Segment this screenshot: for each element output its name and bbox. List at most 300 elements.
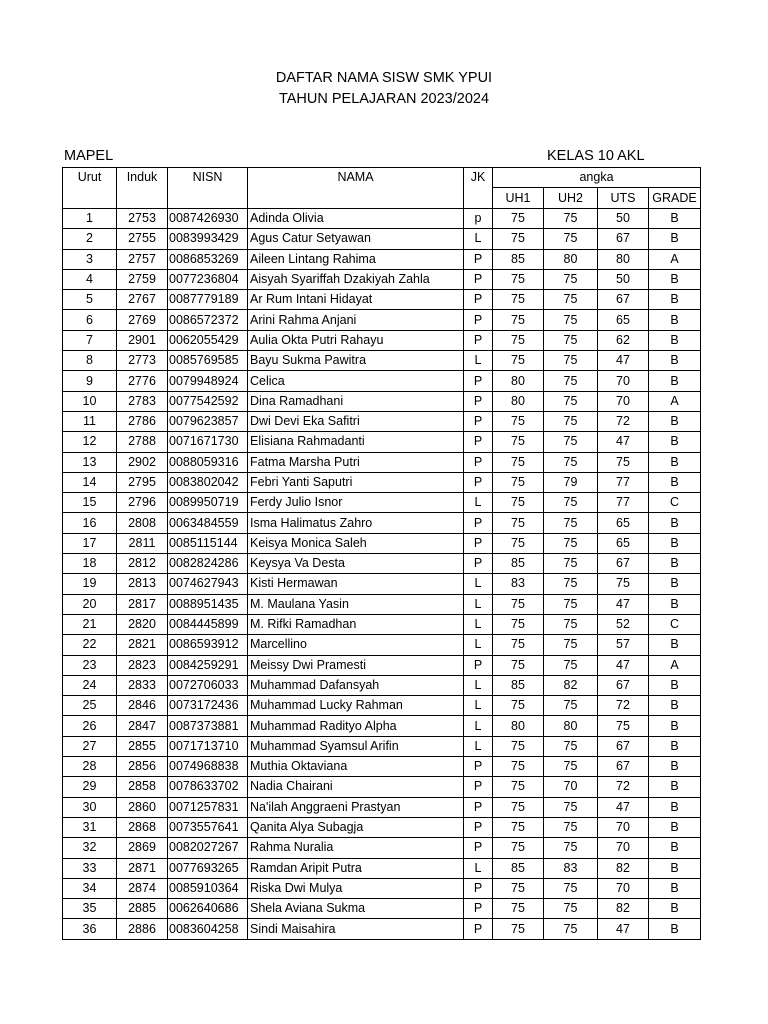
cell-jk: P: [464, 290, 493, 310]
table-row: [63, 513, 701, 533]
mapel-label: MAPEL: [64, 148, 114, 164]
cell-uh2: 75: [544, 736, 598, 756]
cell-grade: B: [649, 858, 701, 878]
cell-grade: B: [649, 533, 701, 553]
table-row: [63, 919, 701, 939]
cell-grade: C: [649, 614, 701, 634]
cell-grade: B: [649, 371, 701, 391]
cell-uts: 67: [598, 229, 649, 249]
cell-uh2: 75: [544, 513, 598, 533]
cell-grade: B: [649, 817, 701, 837]
cell-nama: Muhammad Syamsul Arifin: [248, 736, 464, 756]
cell-nisn: 0077693265: [168, 858, 248, 878]
cell-jk: P: [464, 533, 493, 553]
cell-urut: 17: [63, 533, 117, 553]
cell-uts: 70: [598, 838, 649, 858]
cell-induk: 2833: [117, 675, 168, 695]
cell-jk: P: [464, 655, 493, 675]
cell-uts: 47: [598, 351, 649, 371]
table-row: [63, 351, 701, 371]
cell-uts: 70: [598, 371, 649, 391]
table-row: [63, 574, 701, 594]
cell-urut: 1: [63, 209, 117, 229]
table-row: [63, 371, 701, 391]
cell-uh1: 75: [493, 878, 544, 898]
cell-induk: 2885: [117, 899, 168, 919]
cell-uts: 47: [598, 919, 649, 939]
cell-uh1: 75: [493, 635, 544, 655]
cell-grade: B: [649, 351, 701, 371]
cell-induk: 2795: [117, 472, 168, 492]
document-title: DAFTAR NAMA SISW SMK YPUI: [275, 70, 493, 86]
cell-nisn: 0077542592: [168, 391, 248, 411]
cell-uh1: 75: [493, 919, 544, 939]
cell-induk: 2874: [117, 878, 168, 898]
cell-nisn: 0089950719: [168, 493, 248, 513]
cell-urut: 12: [63, 432, 117, 452]
cell-grade: B: [649, 290, 701, 310]
cell-grade: A: [649, 655, 701, 675]
cell-urut: 7: [63, 330, 117, 350]
cell-jk: P: [464, 391, 493, 411]
cell-nama: Elisiana Rahmadanti: [248, 432, 464, 452]
table-row: [63, 675, 701, 695]
cell-grade: B: [649, 594, 701, 614]
table-row: [63, 472, 701, 492]
cell-induk: 2796: [117, 493, 168, 513]
cell-jk: L: [464, 635, 493, 655]
cell-nama: Adinda Olivia: [248, 209, 464, 229]
cell-uts: 47: [598, 797, 649, 817]
cell-nama: M. Rifki Ramadhan: [248, 614, 464, 634]
cell-nisn: 0088951435: [168, 594, 248, 614]
cell-urut: 3: [63, 249, 117, 269]
col-grade: GRADE: [649, 188, 701, 209]
cell-uh2: 75: [544, 919, 598, 939]
cell-jk: P: [464, 432, 493, 452]
cell-uts: 47: [598, 655, 649, 675]
cell-nisn: 0083993429: [168, 229, 248, 249]
table-row: [63, 594, 701, 614]
cell-uts: 72: [598, 777, 649, 797]
cell-nama: Dwi Devi Eka Safitri: [248, 411, 464, 431]
cell-jk: P: [464, 919, 493, 939]
cell-nisn: 0087426930: [168, 209, 248, 229]
cell-uh1: 85: [493, 554, 544, 574]
table-row: [63, 878, 701, 898]
cell-jk: P: [464, 452, 493, 472]
cell-uts: 65: [598, 310, 649, 330]
cell-uh2: 75: [544, 391, 598, 411]
cell-uts: 77: [598, 472, 649, 492]
cell-nama: Aileen Lintang Rahima: [248, 249, 464, 269]
cell-urut: 26: [63, 716, 117, 736]
cell-grade: B: [649, 878, 701, 898]
cell-nama: Muhammad Radityo Alpha: [248, 716, 464, 736]
cell-uh2: 75: [544, 817, 598, 837]
cell-uh2: 75: [544, 594, 598, 614]
cell-jk: L: [464, 351, 493, 371]
table-row: [63, 757, 701, 777]
cell-jk: P: [464, 411, 493, 431]
cell-nama: Muhammad Lucky Rahman: [248, 696, 464, 716]
cell-urut: 36: [63, 919, 117, 939]
cell-grade: B: [649, 838, 701, 858]
table-row: [63, 838, 701, 858]
cell-induk: 2776: [117, 371, 168, 391]
cell-uts: 52: [598, 614, 649, 634]
cell-uh1: 75: [493, 614, 544, 634]
table-row: [63, 899, 701, 919]
col-uts: UTS: [598, 188, 649, 209]
cell-jk: L: [464, 716, 493, 736]
cell-induk: 2773: [117, 351, 168, 371]
cell-uh2: 75: [544, 411, 598, 431]
cell-induk: 2846: [117, 696, 168, 716]
cell-nisn: 0082824286: [168, 554, 248, 574]
cell-uts: 65: [598, 533, 649, 553]
cell-uh1: 75: [493, 472, 544, 492]
cell-nisn: 0079623857: [168, 411, 248, 431]
cell-grade: A: [649, 249, 701, 269]
table-row: [63, 533, 701, 553]
table-row: [63, 330, 701, 350]
table-row: [63, 614, 701, 634]
cell-uts: 82: [598, 858, 649, 878]
cell-grade: B: [649, 757, 701, 777]
cell-uh1: 75: [493, 229, 544, 249]
cell-urut: 31: [63, 817, 117, 837]
cell-jk: P: [464, 472, 493, 492]
cell-induk: 2755: [117, 229, 168, 249]
cell-urut: 33: [63, 858, 117, 878]
cell-induk: 2813: [117, 574, 168, 594]
table-row: [63, 635, 701, 655]
col-angka: angka: [493, 168, 701, 188]
cell-urut: 9: [63, 371, 117, 391]
cell-grade: B: [649, 635, 701, 655]
cell-grade: B: [649, 797, 701, 817]
cell-nama: Celica: [248, 371, 464, 391]
cell-uts: 57: [598, 635, 649, 655]
cell-nama: Nadia Chairani: [248, 777, 464, 797]
cell-nisn: 0071257831: [168, 797, 248, 817]
table-row: [63, 554, 701, 574]
table-row: [63, 817, 701, 837]
cell-grade: B: [649, 411, 701, 431]
cell-grade: B: [649, 899, 701, 919]
cell-uh1: 75: [493, 594, 544, 614]
cell-grade: B: [649, 696, 701, 716]
cell-jk: L: [464, 696, 493, 716]
cell-nama: Meissy Dwi Pramesti: [248, 655, 464, 675]
cell-induk: 2821: [117, 635, 168, 655]
cell-urut: 24: [63, 675, 117, 695]
col-jk: JK: [464, 168, 493, 209]
cell-uh1: 75: [493, 432, 544, 452]
cell-nisn: 0085769585: [168, 351, 248, 371]
cell-uh2: 75: [544, 290, 598, 310]
cell-uh1: 75: [493, 838, 544, 858]
cell-uh2: 75: [544, 655, 598, 675]
cell-uh2: 75: [544, 574, 598, 594]
cell-uh1: 75: [493, 493, 544, 513]
cell-grade: B: [649, 310, 701, 330]
cell-uh2: 75: [544, 452, 598, 472]
cell-urut: 21: [63, 614, 117, 634]
cell-nisn: 0073557641: [168, 817, 248, 837]
cell-uts: 65: [598, 513, 649, 533]
cell-nama: Qanita Alya Subagja: [248, 817, 464, 837]
cell-nisn: 0082027267: [168, 838, 248, 858]
table-row: [63, 249, 701, 269]
cell-grade: C: [649, 493, 701, 513]
cell-uts: 67: [598, 290, 649, 310]
cell-uts: 70: [598, 817, 649, 837]
cell-nama: Ramdan Aripit Putra: [248, 858, 464, 878]
cell-uts: 62: [598, 330, 649, 350]
cell-induk: 2783: [117, 391, 168, 411]
cell-nama: Bayu Sukma Pawitra: [248, 351, 464, 371]
cell-jk: L: [464, 574, 493, 594]
cell-induk: 2767: [117, 290, 168, 310]
cell-induk: 2868: [117, 817, 168, 837]
cell-uh2: 75: [544, 351, 598, 371]
cell-nisn: 0085910364: [168, 878, 248, 898]
cell-grade: B: [649, 209, 701, 229]
cell-induk: 2812: [117, 554, 168, 574]
cell-uts: 47: [598, 432, 649, 452]
cell-nama: Aisyah Syariffah Dzakiyah Zahla: [248, 269, 464, 289]
cell-jk: P: [464, 899, 493, 919]
cell-urut: 29: [63, 777, 117, 797]
cell-induk: 2856: [117, 757, 168, 777]
cell-uts: 67: [598, 757, 649, 777]
cell-uh2: 75: [544, 269, 598, 289]
cell-induk: 2886: [117, 919, 168, 939]
cell-nama: M. Maulana Yasin: [248, 594, 464, 614]
cell-jk: P: [464, 513, 493, 533]
cell-jk: L: [464, 493, 493, 513]
cell-uh1: 85: [493, 675, 544, 695]
cell-induk: 2757: [117, 249, 168, 269]
cell-urut: 25: [63, 696, 117, 716]
cell-jk: P: [464, 330, 493, 350]
cell-induk: 2808: [117, 513, 168, 533]
cell-nisn: 0062640686: [168, 899, 248, 919]
cell-grade: B: [649, 736, 701, 756]
cell-induk: 2860: [117, 797, 168, 817]
cell-uh1: 75: [493, 411, 544, 431]
table-row: [63, 655, 701, 675]
cell-nisn: 0083802042: [168, 472, 248, 492]
cell-jk: P: [464, 554, 493, 574]
table-row: [63, 269, 701, 289]
col-nisn: NISN: [168, 168, 248, 209]
student-table: [62, 167, 701, 940]
cell-urut: 11: [63, 411, 117, 431]
cell-uh1: 75: [493, 269, 544, 289]
cell-grade: B: [649, 330, 701, 350]
cell-uts: 75: [598, 574, 649, 594]
cell-uh1: 75: [493, 513, 544, 533]
table-row: [63, 229, 701, 249]
cell-nisn: 0087779189: [168, 290, 248, 310]
cell-jk: P: [464, 757, 493, 777]
cell-nama: Dina Ramadhani: [248, 391, 464, 411]
cell-grade: B: [649, 919, 701, 939]
cell-grade: B: [649, 716, 701, 736]
cell-uts: 50: [598, 209, 649, 229]
cell-jk: P: [464, 817, 493, 837]
cell-uh2: 70: [544, 777, 598, 797]
cell-urut: 28: [63, 757, 117, 777]
table-row: [63, 432, 701, 452]
cell-urut: 18: [63, 554, 117, 574]
cell-uh1: 83: [493, 574, 544, 594]
cell-induk: 2847: [117, 716, 168, 736]
cell-jk: P: [464, 269, 493, 289]
table-row: [63, 290, 701, 310]
cell-nisn: 0077236804: [168, 269, 248, 289]
cell-induk: 2788: [117, 432, 168, 452]
cell-uts: 77: [598, 493, 649, 513]
cell-uts: 67: [598, 554, 649, 574]
cell-nisn: 0079948924: [168, 371, 248, 391]
cell-jk: L: [464, 675, 493, 695]
cell-induk: 2869: [117, 838, 168, 858]
cell-urut: 19: [63, 574, 117, 594]
cell-urut: 2: [63, 229, 117, 249]
cell-uh1: 75: [493, 209, 544, 229]
cell-urut: 20: [63, 594, 117, 614]
cell-grade: B: [649, 432, 701, 452]
cell-urut: 27: [63, 736, 117, 756]
cell-urut: 22: [63, 635, 117, 655]
cell-nisn: 0085115144: [168, 533, 248, 553]
cell-grade: B: [649, 777, 701, 797]
cell-induk: 2820: [117, 614, 168, 634]
cell-nama: Agus Catur Setyawan: [248, 229, 464, 249]
cell-nama: Muhammad Dafansyah: [248, 675, 464, 695]
cell-induk: 2871: [117, 858, 168, 878]
cell-jk: P: [464, 249, 493, 269]
cell-induk: 2858: [117, 777, 168, 797]
cell-nisn: 0071713710: [168, 736, 248, 756]
cell-uh2: 75: [544, 614, 598, 634]
cell-nama: Marcellino: [248, 635, 464, 655]
cell-uh1: 75: [493, 696, 544, 716]
cell-uh2: 75: [544, 330, 598, 350]
cell-induk: 2753: [117, 209, 168, 229]
table-row: [63, 797, 701, 817]
table-row: [63, 858, 701, 878]
cell-uh2: 80: [544, 716, 598, 736]
cell-nisn: 0083604258: [168, 919, 248, 939]
table-row: [63, 209, 701, 229]
cell-nama: Keysya Va Desta: [248, 554, 464, 574]
cell-urut: 4: [63, 269, 117, 289]
cell-urut: 23: [63, 655, 117, 675]
cell-urut: 8: [63, 351, 117, 371]
cell-jk: L: [464, 858, 493, 878]
cell-urut: 6: [63, 310, 117, 330]
cell-jk: L: [464, 229, 493, 249]
cell-nisn: 0063484559: [168, 513, 248, 533]
cell-urut: 30: [63, 797, 117, 817]
cell-nama: Muthia Oktaviana: [248, 757, 464, 777]
table-row: [63, 696, 701, 716]
kelas-label: KELAS 10 AKL: [547, 148, 645, 164]
table-row: [63, 391, 701, 411]
cell-nama: Aulia Okta Putri Rahayu: [248, 330, 464, 350]
cell-uts: 70: [598, 391, 649, 411]
cell-uh2: 80: [544, 249, 598, 269]
cell-urut: 32: [63, 838, 117, 858]
cell-uh2: 75: [544, 493, 598, 513]
cell-uts: 67: [598, 736, 649, 756]
cell-uts: 80: [598, 249, 649, 269]
cell-nisn: 0086593912: [168, 635, 248, 655]
cell-induk: 2817: [117, 594, 168, 614]
cell-nama: Sindi Maisahira: [248, 919, 464, 939]
cell-uh1: 80: [493, 716, 544, 736]
cell-uh2: 82: [544, 675, 598, 695]
cell-jk: L: [464, 614, 493, 634]
cell-nisn: 0074627943: [168, 574, 248, 594]
cell-urut: 13: [63, 452, 117, 472]
cell-jk: P: [464, 797, 493, 817]
cell-nisn: 0073172436: [168, 696, 248, 716]
cell-grade: B: [649, 229, 701, 249]
cell-nisn: 0074968838: [168, 757, 248, 777]
table-row: [63, 493, 701, 513]
cell-uts: 50: [598, 269, 649, 289]
cell-urut: 14: [63, 472, 117, 492]
cell-nama: Riska Dwi Mulya: [248, 878, 464, 898]
col-uh2: UH2: [544, 188, 598, 209]
cell-grade: B: [649, 472, 701, 492]
cell-uh1: 75: [493, 797, 544, 817]
cell-uh1: 85: [493, 249, 544, 269]
cell-uh1: 75: [493, 351, 544, 371]
col-nama: NAMA: [248, 168, 464, 209]
cell-uh2: 75: [544, 899, 598, 919]
cell-uts: 75: [598, 452, 649, 472]
cell-grade: B: [649, 269, 701, 289]
table-row: [63, 310, 701, 330]
cell-nama: Febri Yanti Saputri: [248, 472, 464, 492]
cell-urut: 10: [63, 391, 117, 411]
cell-nisn: 0086853269: [168, 249, 248, 269]
cell-uh2: 75: [544, 229, 598, 249]
cell-grade: B: [649, 554, 701, 574]
cell-jk: P: [464, 838, 493, 858]
cell-uh1: 75: [493, 452, 544, 472]
cell-nisn: 0078633702: [168, 777, 248, 797]
cell-induk: 2811: [117, 533, 168, 553]
col-induk: Induk: [117, 168, 168, 209]
table-body: [63, 209, 701, 940]
cell-nisn: 0084445899: [168, 614, 248, 634]
cell-jk: L: [464, 594, 493, 614]
cell-uh1: 85: [493, 858, 544, 878]
cell-uh2: 75: [544, 209, 598, 229]
cell-uh1: 75: [493, 310, 544, 330]
table-row: [63, 716, 701, 736]
col-uh1: UH1: [493, 188, 544, 209]
cell-uh2: 75: [544, 371, 598, 391]
